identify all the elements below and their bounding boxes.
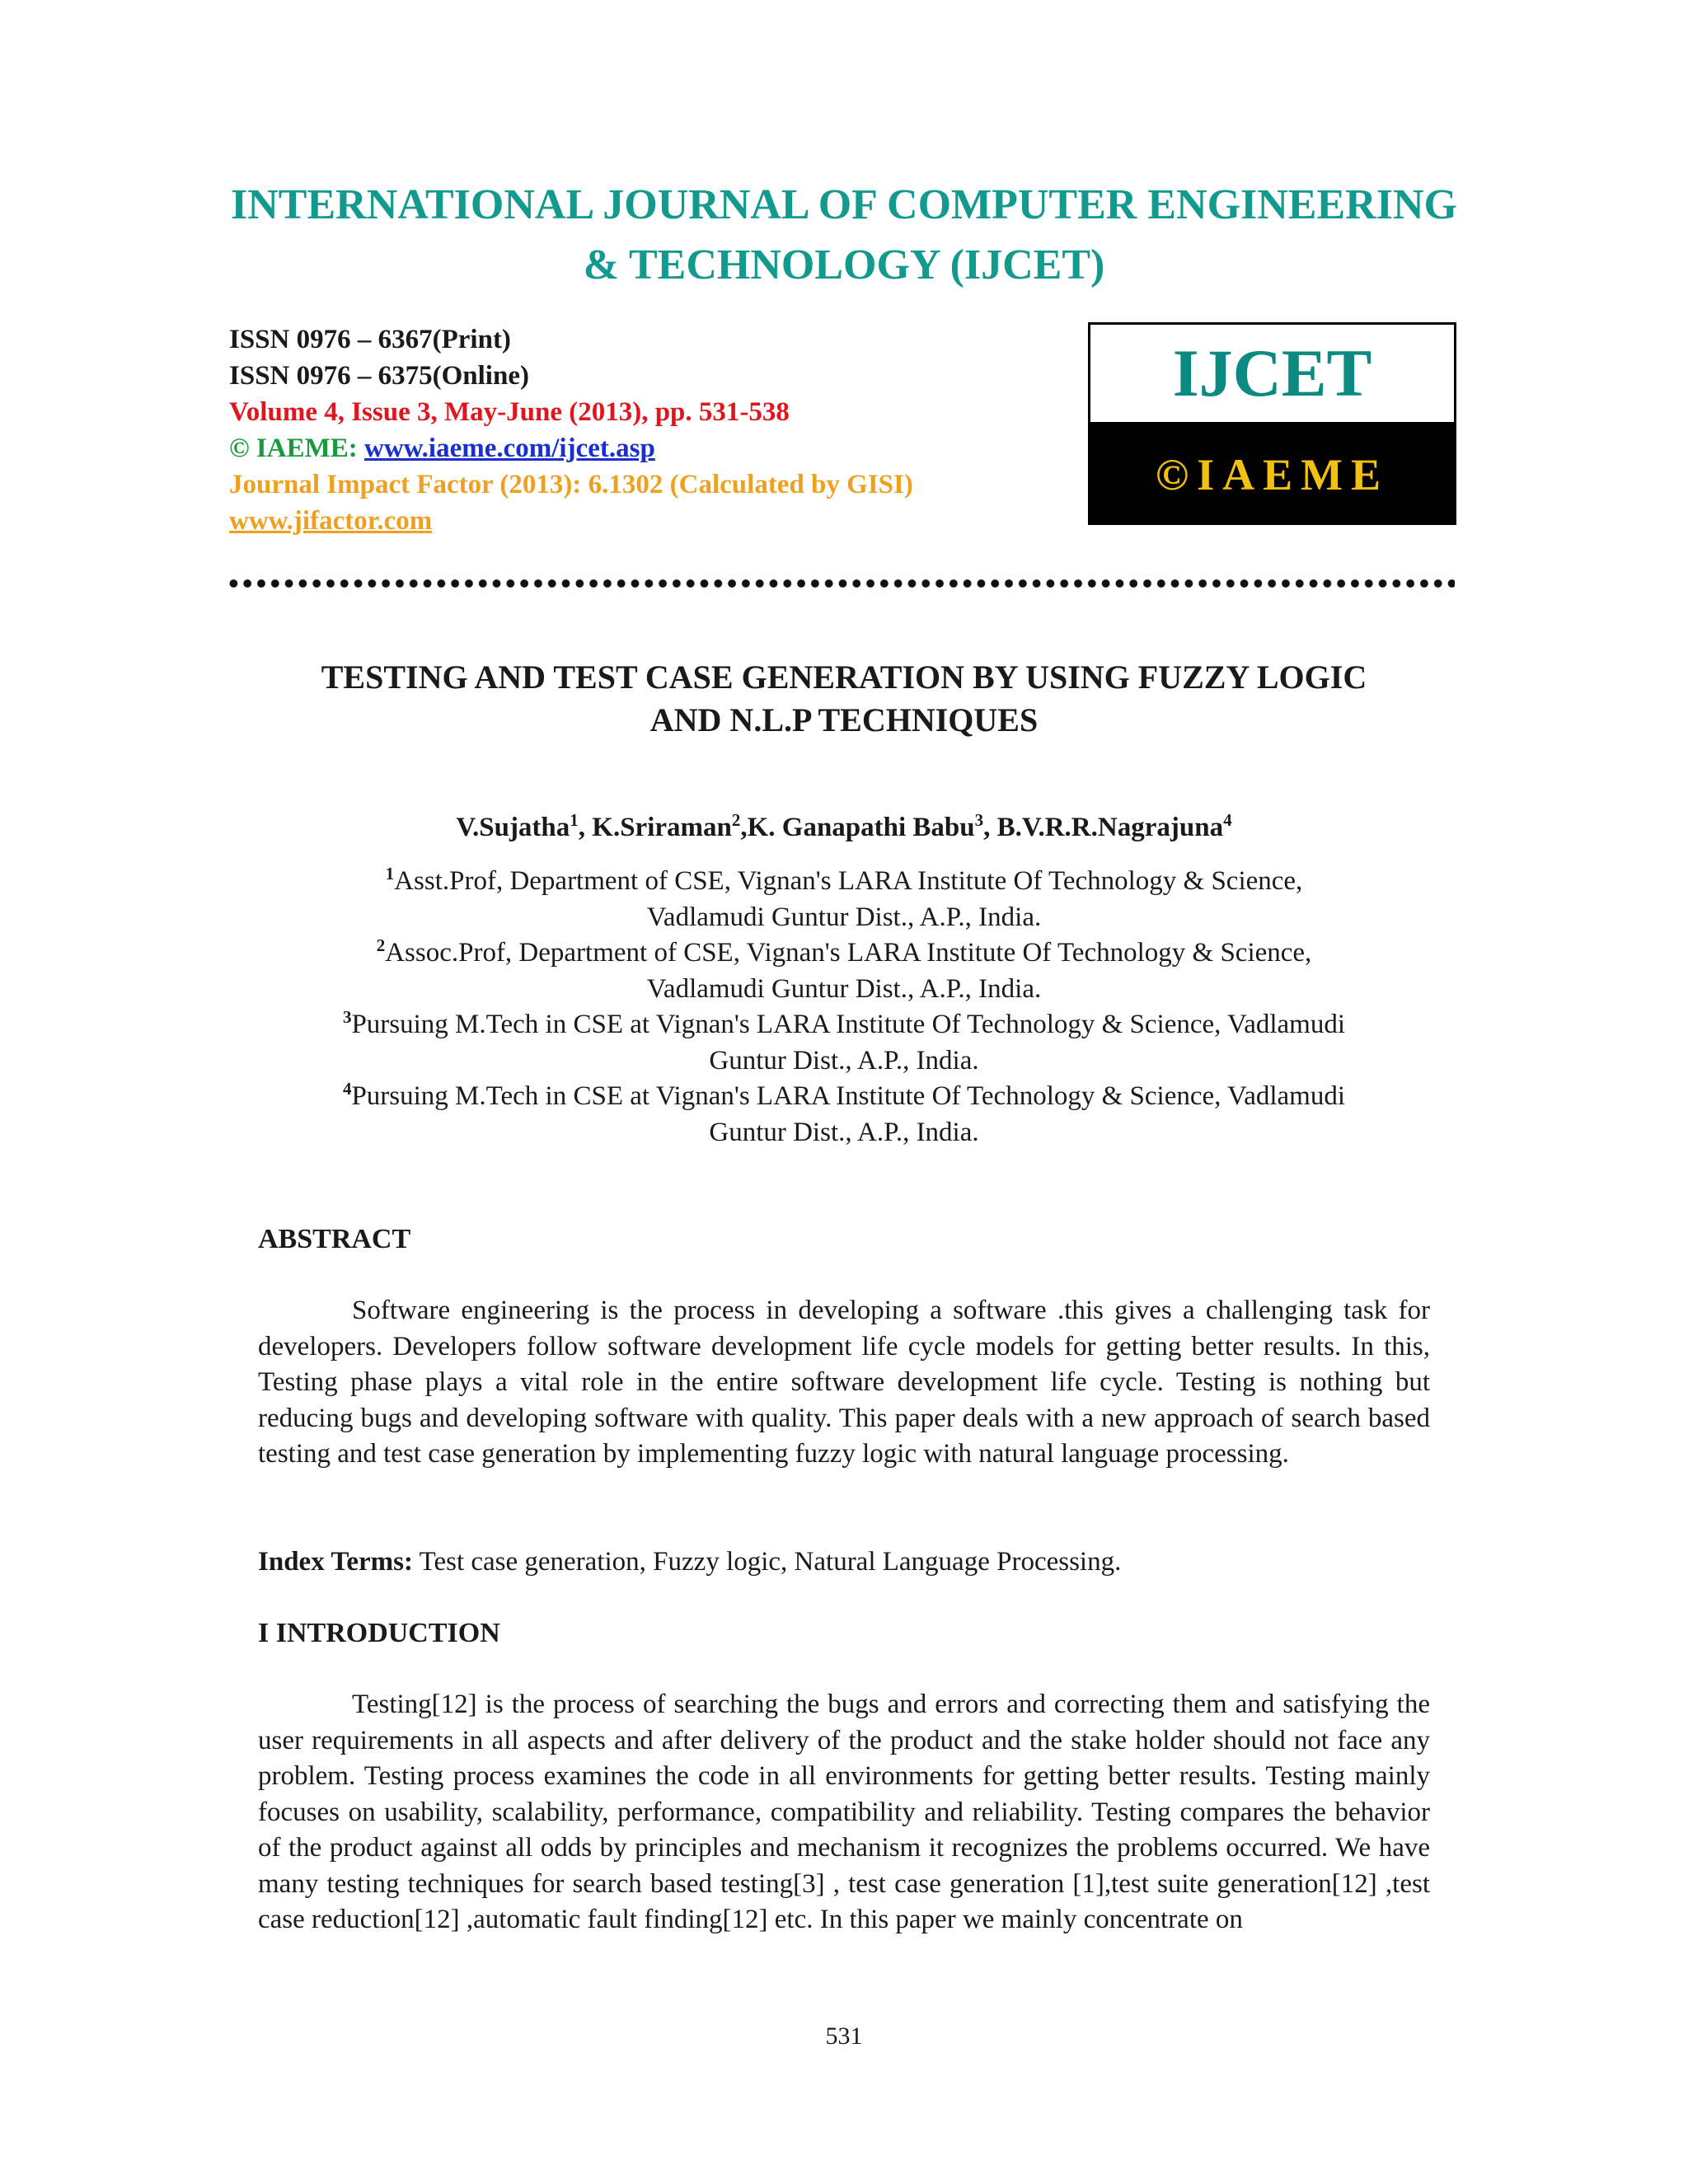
affiliation-line: Guntur Dist., A.P., India.	[709, 1117, 979, 1147]
abstract-text: Software engineering is the process in developing a software .this gives a challenging task for developers. Developers follow software development life cycle models for getting better results. In this, Testing phase plays a vital role in the entire software development life cycle. Testing is nothing but reducing bugs and developing software with quality. This paper deals with a new approach of search based testing and test case generation by implementing fuzzy logic with natural language processing.	[258, 1296, 1430, 1469]
journal-info	[229, 321, 1053, 539]
affiliation-line: Vadlamudi Guntur Dist., A.P., India.	[646, 902, 1042, 932]
affiliation-line: Vadlamudi Guntur Dist., A.P., India.	[646, 973, 1042, 1004]
affiliation-line: Pursuing M.Tech in CSE at Vignan's LARA Institute Of Technology & Science, Vadlamudi	[351, 1010, 1346, 1039]
iaeme-link[interactable]: www.iaeme.com/ijcet.asp	[364, 434, 655, 463]
introduction-text: Testing[12] is the process of searching the bugs and errors and correcting them and satisfying the user requirements in all aspects and after delivery of the product and the stake holder should not face any problem. Testing process examines the code in all environments for getting better results. Testing mainly focuses on usability, scalability, performance, compatibility and reliability. Testing compares the behavior of the product against all odds by principles and mechanism it recognizes the problems occurred. We have many testing techniques for search based testing[3] , test case generation [1],test suite generation[12] ,test case reduction[12] ,automatic fault finding[12] etc. In this paper we mainly concentrate on	[258, 1690, 1430, 1934]
author-sep: ,	[578, 813, 593, 842]
iaeme-line	[229, 430, 1053, 466]
introduction-heading: I INTRODUCTION	[258, 1618, 500, 1648]
paper-title-line2: AND N.L.P TECHNIQUES	[649, 701, 1039, 738]
issn-print: ISSN 0976 – 6367(Print)	[229, 325, 511, 354]
author-list	[206, 809, 1482, 846]
author-sup: 3	[974, 810, 984, 830]
affiliation-1	[231, 864, 1457, 935]
journal-title-line2: & TECHNOLOGY (IJCET)	[583, 241, 1105, 288]
affiliation-4	[231, 1079, 1457, 1151]
issn-online: ISSN 0976 – 6375(Online)	[229, 361, 529, 391]
index-terms-text: Test case generation, Fuzzy logic, Natural Language Processing.	[412, 1547, 1122, 1577]
volume-info: Volume 4, Issue 3, May-June (2013), pp. 531-538	[229, 397, 790, 427]
affiliation-sup: 4	[342, 1079, 352, 1099]
affiliation-sup: 3	[342, 1007, 352, 1027]
author-name: K.Sriraman	[592, 813, 732, 842]
iaeme-label: © IAEME:	[229, 434, 364, 463]
logo-ijcet-text: IJCET	[1090, 325, 1454, 424]
dotted-divider	[227, 575, 1455, 592]
author-sep: ,	[983, 813, 997, 842]
abstract-body	[258, 1293, 1430, 1473]
affiliation-sup: 2	[376, 935, 386, 955]
logo-iaeme-text: ©IAEME	[1090, 424, 1454, 523]
index-terms	[258, 1544, 1430, 1580]
affiliations	[231, 864, 1457, 1151]
abstract-heading: ABSTRACT	[258, 1224, 411, 1254]
introduction-body	[258, 1687, 1430, 1938]
affiliation-line: Asst.Prof, Department of CSE, Vignan's LARA Institute Of Technology & Science,	[394, 866, 1303, 896]
journal-title-line1: INTERNATIONAL JOURNAL OF COMPUTER ENGINEERING	[231, 181, 1457, 228]
author-name: K. Ganapathi Babu	[747, 813, 975, 842]
author-sep: ,	[740, 813, 748, 842]
affiliation-line: Assoc.Prof, Department of CSE, Vignan's LARA Institute Of Technology & Science,	[385, 938, 1312, 968]
author-name: B.V.R.R.Nagrajuna	[996, 813, 1224, 842]
journal-title	[165, 175, 1523, 295]
affiliation-sup: 1	[385, 864, 395, 883]
affiliation-2	[231, 935, 1457, 1007]
paper-title-line1: TESTING AND TEST CASE GENERATION BY USING FUZZY LOGIC	[321, 658, 1367, 696]
index-terms-label: Index Terms:	[258, 1547, 413, 1577]
jifactor-link[interactable]: www.jifactor.com	[229, 506, 433, 536]
author-sup: 1	[570, 810, 579, 830]
affiliation-line: Pursuing M.Tech in CSE at Vignan's LARA Institute Of Technology & Science, Vadlamudi	[351, 1081, 1346, 1111]
ijcet-logo	[1088, 322, 1456, 525]
author-name: V.Sujatha	[456, 813, 570, 842]
impact-factor: Journal Impact Factor (2013): 6.1302 (Calculated by GISI)	[229, 470, 913, 499]
author-sup: 2	[731, 810, 741, 830]
author-sup: 4	[1223, 810, 1232, 830]
paper-title	[206, 656, 1482, 742]
affiliation-3	[231, 1007, 1457, 1079]
affiliation-line: Guntur Dist., A.P., India.	[709, 1045, 979, 1076]
page-number: 531	[825, 2022, 863, 2050]
